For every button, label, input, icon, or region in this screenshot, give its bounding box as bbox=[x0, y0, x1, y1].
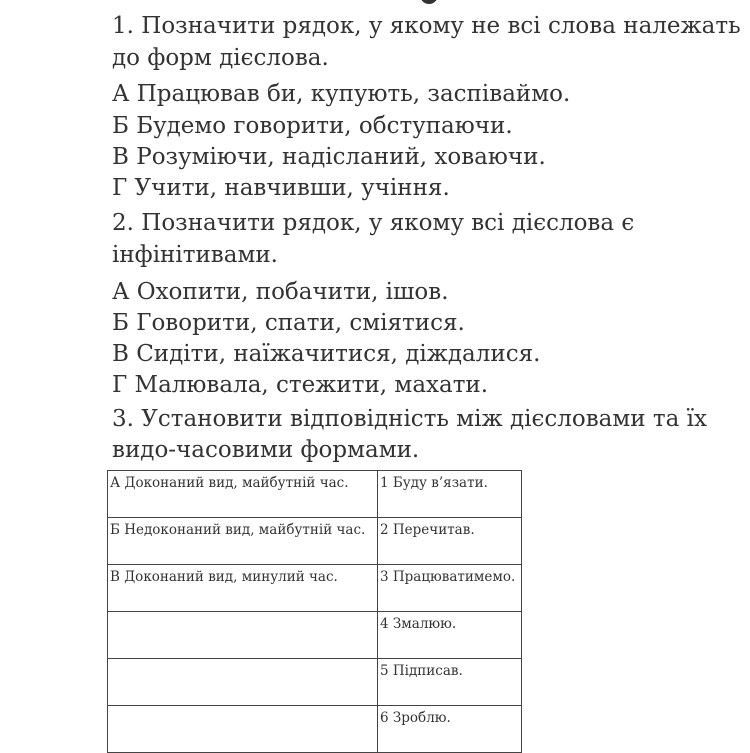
question-2-option-a: А Охопити, побачити, ішов. bbox=[112, 279, 449, 305]
question-1-option-d: Г Учити, навчивши, учіння. bbox=[112, 175, 450, 201]
question-1-option-a: А Працював би, купують, заспіваймо. bbox=[112, 81, 571, 107]
question-1-option-c: В Розуміючи, надісланий, ховаючи. bbox=[112, 144, 546, 170]
table-cell-left: А Доконаний вид, майбутній час. bbox=[108, 471, 378, 518]
table-cell-left: Б Недоконаний вид, майбутній час. bbox=[108, 518, 378, 565]
table-cell-right: 2 Перечитав. bbox=[378, 518, 522, 565]
question-2-prompt-line-2: інфінітивами. bbox=[112, 242, 278, 268]
question-1-prompt-line-1: 1. Позначити рядок, у якому не всі слова належать bbox=[112, 13, 741, 39]
question-2-option-c: В Сидіти, наїжачитися, діждалися. bbox=[112, 341, 541, 367]
table-row bbox=[108, 565, 522, 612]
question-3-prompt-line-2: видо-часовими формами. bbox=[112, 437, 420, 463]
question-2-prompt-line-1: 2. Позначити рядок, у якому всі дієслова є bbox=[112, 210, 635, 236]
question-1-option-b: Б Будемо говорити, обступаючи. bbox=[112, 113, 513, 139]
table-cell-right: 6 Зроблю. bbox=[378, 706, 522, 753]
table-row bbox=[108, 518, 522, 565]
table-row bbox=[108, 612, 522, 659]
header-fragment bbox=[420, 0, 438, 4]
table-row bbox=[108, 659, 522, 706]
table-cell-left bbox=[108, 659, 378, 706]
matching-table bbox=[107, 470, 522, 753]
question-1-prompt-line-2: до форм дієслова. bbox=[112, 45, 329, 71]
table-cell-right: 3 Працюватимемо. bbox=[378, 565, 522, 612]
table-cell-left bbox=[108, 612, 378, 659]
table-cell-right: 1 Буду в’язати. bbox=[378, 471, 522, 518]
table-cell-left bbox=[108, 706, 378, 753]
table-cell-right: 4 Змалюю. bbox=[378, 612, 522, 659]
table-row bbox=[108, 706, 522, 753]
question-3-prompt-line-1: 3. Установити відповідність між дієсловами та їх bbox=[112, 406, 707, 432]
question-2-option-b: Б Говорити, спати, сміятися. bbox=[112, 310, 465, 336]
table-row bbox=[108, 471, 522, 518]
question-2-option-d: Г Малювала, стежити, махати. bbox=[112, 372, 489, 398]
table-cell-left: В Доконаний вид, минулий час. bbox=[108, 565, 378, 612]
table-cell-right: 5 Підписав. bbox=[378, 659, 522, 706]
